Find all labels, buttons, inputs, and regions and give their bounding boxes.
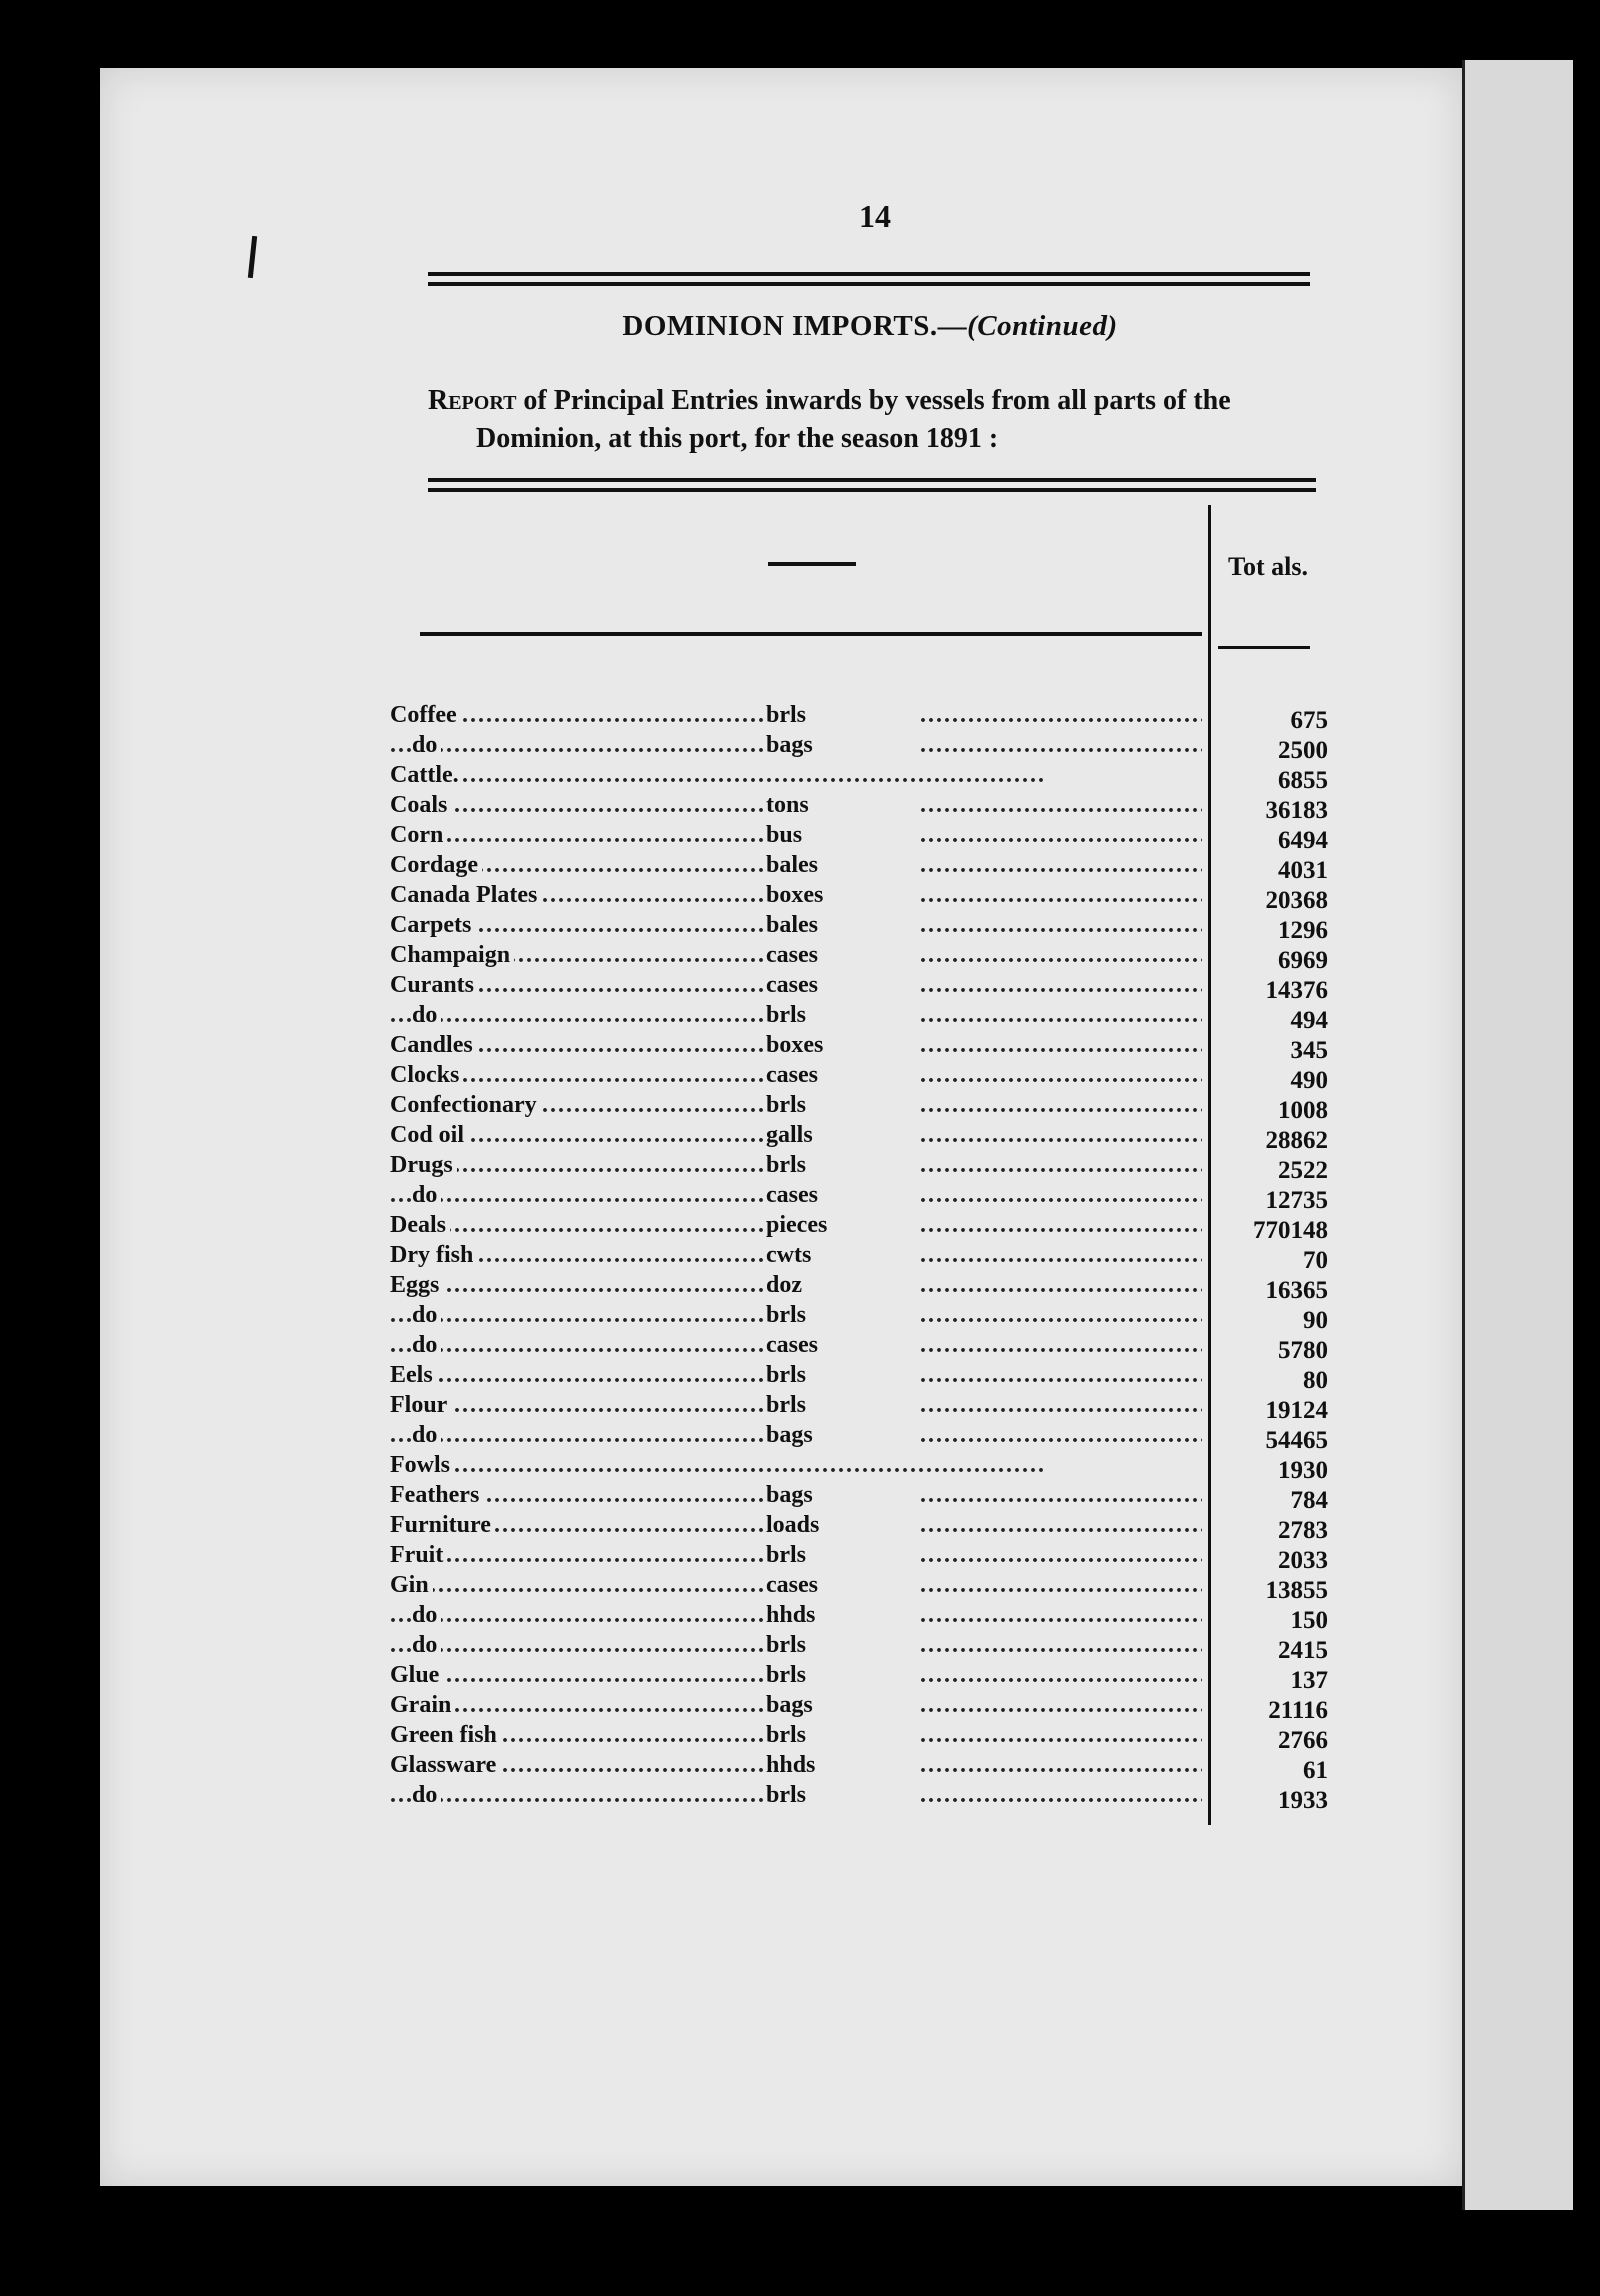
table-row — [390, 1060, 1328, 1094]
entry-item-text: Green fish — [390, 1722, 501, 1748]
page-number: 14 — [859, 198, 891, 234]
entry-item-text: Fowls — [390, 1452, 454, 1478]
entry-item-text: do — [412, 1302, 441, 1328]
entry-unit — [766, 1180, 856, 1210]
entry-unit-text: brls — [766, 1782, 807, 1808]
entry-item — [390, 1270, 768, 1300]
entry-total: 137 — [1290, 1667, 1328, 1694]
entry-total: 6494 — [1278, 827, 1328, 854]
dot-leader — [920, 850, 1202, 880]
entry-item — [390, 1720, 768, 1750]
entry-unit-text: pieces — [766, 1212, 828, 1238]
entry-unit-text: cwts — [766, 1242, 812, 1268]
dot-leader — [920, 1030, 1202, 1060]
entry-unit-text: brls — [766, 1302, 807, 1328]
dot-leader — [920, 880, 1202, 910]
entry-unit — [766, 1300, 856, 1330]
dot-leader — [920, 700, 1202, 730]
table-row — [390, 1630, 1328, 1664]
entry-item-text: do — [412, 1332, 441, 1358]
entry-item-text: Fruit — [390, 1542, 447, 1568]
entry-total: 21116 — [1268, 1697, 1328, 1724]
entry-unit — [766, 1060, 856, 1090]
entry-item-text: do — [412, 1002, 441, 1028]
entry-item — [390, 1510, 768, 1540]
entry-total: 70 — [1303, 1247, 1328, 1274]
entry-unit — [766, 1630, 856, 1660]
table-row — [390, 1690, 1328, 1724]
dot-leader — [920, 1330, 1202, 1360]
entry-unit — [766, 1660, 856, 1690]
entry-unit-text: bags — [766, 1482, 813, 1508]
dot-leader — [920, 1060, 1202, 1090]
entry-item — [390, 1030, 768, 1060]
section-heading — [420, 310, 1320, 343]
entry-item — [390, 1540, 768, 1570]
entry-unit-text: brls — [766, 1542, 807, 1568]
entry-item — [390, 1690, 768, 1720]
table-row — [390, 880, 1328, 914]
entry-unit — [766, 1480, 856, 1510]
entry-total: 1296 — [1278, 917, 1328, 944]
entry-unit — [766, 1510, 856, 1540]
entry-item-text: do — [412, 732, 441, 758]
dot-leader — [920, 1690, 1202, 1720]
entry-item-text: Glue — [390, 1662, 443, 1688]
table-row — [390, 730, 1328, 764]
entry-unit — [766, 1210, 856, 1240]
entry-item — [390, 1300, 768, 1330]
table-row — [390, 1750, 1328, 1784]
entry-total: 150 — [1290, 1607, 1328, 1634]
entry-item-text: Flour — [390, 1392, 451, 1418]
entry-unit-text: bales — [766, 912, 819, 938]
entry-unit — [766, 1270, 856, 1300]
entry-unit-text: brls — [766, 1722, 807, 1748]
entry-unit — [766, 1120, 856, 1150]
entry-item-text: Drugs — [390, 1152, 457, 1178]
entry-unit-text: cases — [766, 1572, 818, 1598]
table-row — [390, 1300, 1328, 1334]
report-line-1: of Principal Entries inwards by vessels from all parts of the — [516, 385, 1231, 416]
entry-item-text: Corn — [390, 822, 447, 848]
entry-item-text: do — [412, 1182, 441, 1208]
entry-total: 12735 — [1265, 1187, 1328, 1214]
totals-column-header: Tot als. — [1228, 552, 1308, 581]
entry-item — [390, 1360, 768, 1390]
table-row — [390, 1660, 1328, 1694]
entry-item-text: Carpets — [390, 912, 475, 938]
dot-leader — [920, 1150, 1202, 1180]
entry-item — [390, 1780, 768, 1810]
dot-leader — [920, 1270, 1202, 1300]
entry-unit — [766, 1720, 856, 1750]
table-row — [390, 850, 1328, 884]
entry-total: 54465 — [1265, 1427, 1328, 1454]
entry-item — [390, 1480, 768, 1510]
entry-item — [390, 700, 768, 730]
dot-leader — [920, 1780, 1202, 1810]
entry-unit-text: brls — [766, 1632, 807, 1658]
table-row — [390, 1000, 1328, 1034]
entry-total: 61 — [1303, 1757, 1328, 1784]
entry-item-text: Clocks — [390, 1062, 463, 1088]
entry-total: 2522 — [1278, 1157, 1328, 1184]
entry-total: 2500 — [1278, 737, 1328, 764]
entry-total: 36183 — [1265, 797, 1328, 824]
dot-leader — [920, 1360, 1202, 1390]
entry-item-text: Gin — [390, 1572, 433, 1598]
dot-leader — [920, 1090, 1202, 1120]
entry-total: 16365 — [1265, 1277, 1328, 1304]
table-row — [390, 1390, 1328, 1424]
dot-leader — [920, 910, 1202, 940]
entry-unit-text: doz — [766, 1272, 802, 1298]
table-row — [390, 1450, 1328, 1484]
dot-leader — [920, 1480, 1202, 1510]
entry-unit — [766, 1030, 856, 1060]
entry-unit — [766, 700, 856, 730]
entry-total: 675 — [1290, 707, 1328, 734]
entry-unit — [766, 1780, 856, 1810]
entry-total: 13855 — [1265, 1577, 1328, 1604]
entry-unit-text: bags — [766, 1422, 813, 1448]
entry-total: 6969 — [1278, 947, 1328, 974]
table-row — [390, 820, 1328, 854]
table-row — [390, 1240, 1328, 1274]
dot-leader — [920, 1510, 1202, 1540]
entry-total: 14376 — [1265, 977, 1328, 1004]
entry-unit — [766, 1330, 856, 1360]
entry-total: 90 — [1303, 1307, 1328, 1334]
dot-leader — [920, 1720, 1202, 1750]
header-rule-right — [1218, 646, 1310, 649]
table-row — [390, 700, 1328, 734]
entry-item-text: do — [412, 1632, 441, 1658]
entry-item — [390, 1210, 768, 1240]
entry-item-text: do — [412, 1782, 441, 1808]
heading-title: DOMINION IMPORTS.— — [622, 310, 968, 342]
dot-leader — [920, 1210, 1202, 1240]
table-row — [390, 760, 1328, 794]
dot-leader — [920, 1180, 1202, 1210]
entry-item — [390, 1420, 768, 1450]
entry-unit-text: boxes — [766, 1032, 824, 1058]
entry-item — [390, 940, 768, 970]
dot-leader — [920, 1630, 1202, 1660]
entry-item-text: Coals — [390, 792, 451, 818]
entry-item-text: Feathers — [390, 1482, 483, 1508]
entry-total: 494 — [1290, 1007, 1328, 1034]
dot-leader — [920, 1000, 1202, 1030]
entry-item-text: Cod oil — [390, 1122, 468, 1148]
dot-leader — [920, 970, 1202, 1000]
entry-total: 28862 — [1265, 1127, 1328, 1154]
entry-item-text: Deals — [390, 1212, 450, 1238]
entry-total: 20368 — [1265, 887, 1328, 914]
entry-total: 2415 — [1278, 1637, 1328, 1664]
entry-total: 2766 — [1278, 1727, 1328, 1754]
entry-item — [390, 1120, 768, 1150]
dot-leader — [920, 1600, 1202, 1630]
entry-item-text: Cordage — [390, 852, 482, 878]
table-row — [390, 910, 1328, 944]
entry-total: 6855 — [1278, 767, 1328, 794]
entry-item-text: Glassware — [390, 1752, 500, 1778]
entry-unit — [766, 790, 856, 820]
entry-unit — [766, 940, 856, 970]
entry-total: 2033 — [1278, 1547, 1328, 1574]
entry-item-text: Dry fish — [390, 1242, 477, 1268]
entry-unit — [766, 820, 856, 850]
entry-item — [390, 1090, 768, 1120]
entry-total: 1933 — [1278, 1787, 1328, 1814]
entry-item-text: Eggs — [390, 1272, 443, 1298]
table-row — [390, 1210, 1328, 1244]
entry-item — [390, 790, 768, 820]
entry-total: 1930 — [1278, 1457, 1328, 1484]
entry-unit-text: brls — [766, 1002, 807, 1028]
entry-unit — [766, 1150, 856, 1180]
table-row — [390, 940, 1328, 974]
entries-table — [390, 700, 1328, 1814]
entry-item-text: do — [412, 1602, 441, 1628]
entry-unit-text: hhds — [766, 1752, 816, 1778]
entry-item — [390, 1330, 768, 1360]
entry-unit — [766, 1360, 856, 1390]
table-row — [390, 1180, 1328, 1214]
entry-total: 4031 — [1278, 857, 1328, 884]
entry-item — [390, 730, 768, 760]
entry-total: 5780 — [1278, 1337, 1328, 1364]
entry-item-text: Coffee — [390, 702, 461, 728]
table-row — [390, 1030, 1328, 1064]
entry-unit-text: brls — [766, 702, 807, 728]
dot-leader — [920, 1660, 1202, 1690]
entry-total: 2783 — [1278, 1517, 1328, 1544]
entry-unit — [766, 1570, 856, 1600]
table-row — [390, 1600, 1328, 1634]
entry-unit — [766, 850, 856, 880]
entry-total: 490 — [1290, 1067, 1328, 1094]
entry-item — [390, 880, 768, 910]
entry-item — [390, 760, 1200, 790]
entry-unit-text: brls — [766, 1092, 807, 1118]
entry-unit — [766, 1000, 856, 1030]
dot-leader — [920, 940, 1202, 970]
table-row — [390, 1540, 1328, 1574]
table-row — [390, 1090, 1328, 1124]
entry-item — [390, 1660, 768, 1690]
entry-unit — [766, 730, 856, 760]
dot-leader — [920, 1570, 1202, 1600]
table-row — [390, 1420, 1328, 1454]
table-row — [390, 1120, 1328, 1154]
entry-item-text: do — [412, 1422, 441, 1448]
entry-unit-text: bales — [766, 852, 819, 878]
table-row — [390, 1510, 1328, 1544]
entry-item-text: Champaign — [390, 942, 514, 968]
column-header-dash — [768, 562, 856, 566]
entry-unit — [766, 1690, 856, 1720]
header-rule-left — [420, 632, 1202, 636]
dot-leader — [920, 1390, 1202, 1420]
entry-unit — [766, 970, 856, 1000]
table-row — [390, 1150, 1328, 1184]
entry-item-text: Candles — [390, 1032, 477, 1058]
entry-unit-text: cases — [766, 1332, 818, 1358]
entry-item — [390, 910, 768, 940]
dot-leader — [920, 1120, 1202, 1150]
entry-item — [390, 1450, 1200, 1480]
table-row — [390, 970, 1328, 1004]
entry-unit-text: brls — [766, 1392, 807, 1418]
table-row — [390, 1360, 1328, 1394]
entry-total: 345 — [1290, 1037, 1328, 1064]
dot-leader — [920, 730, 1202, 760]
report-line-2: Dominion, at this port, for the season 1891 : — [476, 423, 999, 454]
entry-unit-text: hhds — [766, 1602, 816, 1628]
entry-item-text: Curants — [390, 972, 478, 998]
entry-total: 1008 — [1278, 1097, 1328, 1124]
heading-continued: (Continued) — [967, 310, 1118, 342]
entry-unit — [766, 1240, 856, 1270]
entry-item — [390, 1150, 768, 1180]
entry-unit-text: cases — [766, 1182, 818, 1208]
entry-item — [390, 1390, 768, 1420]
entry-item — [390, 1060, 768, 1090]
entry-item — [390, 1630, 768, 1660]
table-row — [390, 1330, 1328, 1364]
entry-unit — [766, 1750, 856, 1780]
table-top-rule — [428, 478, 1316, 492]
entry-unit-text: brls — [766, 1362, 807, 1388]
entry-unit — [766, 1600, 856, 1630]
entry-unit-text: bags — [766, 732, 813, 758]
entry-item-text: Canada Plates — [390, 882, 541, 908]
entry-item-text: Eels — [390, 1362, 437, 1388]
dot-leader — [920, 820, 1202, 850]
entry-unit-text: loads — [766, 1512, 820, 1538]
top-double-rule — [428, 272, 1310, 286]
entry-item — [390, 1570, 768, 1600]
entry-item-text: Grain — [390, 1692, 455, 1718]
entry-total: 770148 — [1253, 1217, 1328, 1244]
entry-unit — [766, 880, 856, 910]
dot-leader — [920, 1540, 1202, 1570]
table-row — [390, 1780, 1328, 1814]
table-row — [390, 790, 1328, 824]
table-row — [390, 1570, 1328, 1604]
entry-unit — [766, 1420, 856, 1450]
entry-unit-text: bus — [766, 822, 803, 848]
entry-item — [390, 970, 768, 1000]
entry-unit-text: cases — [766, 942, 818, 968]
dot-leader — [920, 1300, 1202, 1330]
entry-total: 80 — [1303, 1367, 1328, 1394]
entry-unit-text: boxes — [766, 882, 824, 908]
dot-leader — [920, 1420, 1202, 1450]
entry-unit-text: galls — [766, 1122, 813, 1148]
dot-leader — [920, 790, 1202, 820]
entry-unit-text: tons — [766, 792, 809, 818]
table-row — [390, 1720, 1328, 1754]
dot-leader — [920, 1750, 1202, 1780]
entry-item — [390, 1240, 768, 1270]
dot-leader — [920, 1240, 1202, 1270]
entry-unit-text: brls — [766, 1152, 807, 1178]
entry-total: 19124 — [1265, 1397, 1328, 1424]
entry-item — [390, 1180, 768, 1210]
entry-unit — [766, 910, 856, 940]
entry-item-text: Furniture — [390, 1512, 495, 1538]
entry-item-text: Cattle. — [390, 762, 463, 788]
report-description — [428, 382, 1318, 458]
entry-item — [390, 1000, 768, 1030]
adjacent-page-edge — [1462, 60, 1573, 2210]
entry-item-text: Confectionary — [390, 1092, 541, 1118]
entry-item — [390, 820, 768, 850]
entry-item — [390, 1600, 768, 1630]
table-row — [390, 1480, 1328, 1514]
table-row — [390, 1270, 1328, 1304]
entry-item — [390, 1750, 768, 1780]
entry-item — [390, 850, 768, 880]
entry-unit-text: cases — [766, 972, 818, 998]
entry-unit-text: brls — [766, 1662, 807, 1688]
entry-unit — [766, 1090, 856, 1120]
entry-unit-text: bags — [766, 1692, 813, 1718]
entry-unit-text: cases — [766, 1062, 818, 1088]
entry-total: 784 — [1290, 1487, 1328, 1514]
entry-unit — [766, 1540, 856, 1570]
report-lead: Report — [428, 385, 517, 416]
entry-unit — [766, 1390, 856, 1420]
